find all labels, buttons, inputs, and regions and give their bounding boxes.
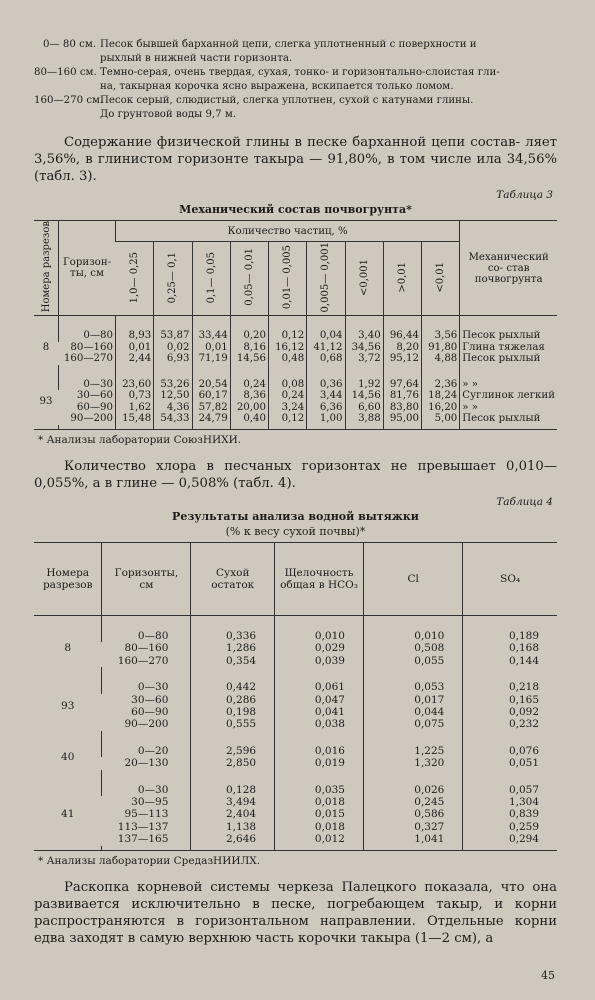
value-cell: 95—113 xyxy=(124,808,169,821)
value-cell: 0,198 xyxy=(191,706,275,718)
layer-text: Песок серый, слюдистый, слегка уплотнен, сухой с катунами глины. xyxy=(100,95,474,106)
table-4-title: Результаты анализа водной вытяжки xyxy=(172,509,419,523)
value-cell: 3,72 xyxy=(345,353,383,365)
value-cell: 0,075 xyxy=(363,718,462,730)
value-cell: 0,232 xyxy=(463,718,557,730)
table-row xyxy=(34,821,557,833)
table-row xyxy=(34,784,557,796)
horizon-cell: 0—80 xyxy=(59,330,116,342)
value-cell: 0,24 xyxy=(269,390,307,402)
value-cell: 2,646 xyxy=(191,833,275,845)
paragraph-1: Содержание физической глины в песке барханной цепи состав- ляет 3,56%, в глинистом горизонте такыра — 91,80%, в том числе ила 34,56% (табл. 3). xyxy=(34,135,557,184)
value-cell: 0—20 xyxy=(102,745,191,757)
table-row xyxy=(34,642,557,654)
value-cell: 95,00 xyxy=(383,413,421,425)
mech-cell: » » xyxy=(460,402,557,414)
fraction-header: 0,005— 0,001 xyxy=(307,242,345,316)
value-cell: 0,165 xyxy=(463,694,557,706)
value-cell: 0,168 xyxy=(463,642,557,654)
value-cell: 0,019 xyxy=(275,757,364,769)
horizon-cell: 60—90 xyxy=(76,401,113,413)
section-number: 93 xyxy=(61,699,75,712)
value-cell: 0,018 xyxy=(275,821,364,833)
table-row xyxy=(34,745,557,757)
value-cell: 14,56 xyxy=(230,353,268,365)
col-horizon-header: Горизон- ты, см xyxy=(59,221,116,316)
value-cell: 1,225 xyxy=(363,745,462,757)
table-4-label: Таблица 4 xyxy=(496,495,553,508)
table-row xyxy=(34,718,557,730)
horizon-cell: 80—160 xyxy=(70,341,113,353)
value-cell: 0,041 xyxy=(275,706,364,718)
value-cell: 16,20 xyxy=(422,402,460,414)
horizon-cell: 0—30 xyxy=(59,379,116,391)
value-cell: 20,54 xyxy=(192,379,230,391)
value-cell: 0—30 xyxy=(102,784,191,796)
column-header: Щелочность общая в HCO₃ xyxy=(275,542,364,615)
value-cell: 12,50 xyxy=(154,390,192,402)
value-cell: 0,01 xyxy=(192,342,230,354)
value-cell: 95,12 xyxy=(383,353,421,365)
value-cell: 1,304 xyxy=(463,796,557,808)
value-cell: 30—95 xyxy=(131,796,169,808)
table-row xyxy=(34,390,557,402)
value-cell: 0,294 xyxy=(463,833,557,845)
col-mech-header: Механический со- став почвогрунта xyxy=(460,221,557,316)
value-cell: 2,44 xyxy=(116,353,154,365)
value-cell: 2,596 xyxy=(191,745,275,757)
value-cell: 0,010 xyxy=(363,630,462,642)
horizon-cell: 30—60 xyxy=(76,390,113,402)
value-cell: 53,87 xyxy=(154,330,192,342)
value-cell: 71,19 xyxy=(192,353,230,365)
fraction-header: 0,05— 0,01 xyxy=(230,242,268,316)
value-cell: 0,08 xyxy=(269,379,307,391)
value-cell: 0,035 xyxy=(275,784,364,796)
value-cell: 8,93 xyxy=(116,330,154,342)
table-row xyxy=(34,413,557,425)
value-cell: 0,586 xyxy=(363,808,462,820)
value-cell: 1,320 xyxy=(363,757,462,769)
value-cell: 113—137 xyxy=(117,820,169,833)
column-header: Номера разрезов xyxy=(34,542,102,615)
paragraph-2: Количество хлора в песчаных горизонтах не превышает 0,010— 0,055%, а в глине — 0,508% (табл. 4). xyxy=(34,458,557,491)
value-cell: 90—200 xyxy=(124,718,169,731)
value-cell: 83,80 xyxy=(383,402,421,414)
mech-cell: Суглинок легкий xyxy=(460,390,557,402)
layer-text: Темно-серая, очень твердая, сухая, тонко- и горизонтально-слоистая гли- xyxy=(100,67,500,78)
value-cell: 0,02 xyxy=(154,342,192,354)
value-cell: 0,12 xyxy=(269,330,307,342)
soil-layer-row xyxy=(34,94,557,108)
table-3-title: Механический состав почвогрунта* xyxy=(179,203,412,216)
value-cell: 3,88 xyxy=(345,413,383,425)
value-cell: 16,12 xyxy=(269,342,307,354)
value-cell: 2,404 xyxy=(191,808,275,820)
value-cell: 33,44 xyxy=(192,330,230,342)
value-cell: 18,24 xyxy=(422,390,460,402)
value-cell: 0,508 xyxy=(363,642,462,654)
value-cell: 0,053 xyxy=(363,681,462,693)
section-number: 41 xyxy=(61,808,75,821)
value-cell: 1,041 xyxy=(363,833,462,845)
fraction-header: 0,25— 0,1 xyxy=(154,242,192,316)
table-3 xyxy=(34,220,557,430)
soil-layer-row xyxy=(34,66,557,80)
value-cell: 0,092 xyxy=(463,706,557,718)
value-cell: 0,354 xyxy=(191,655,275,667)
value-cell: 20—130 xyxy=(124,757,169,770)
value-cell: 0,245 xyxy=(363,796,462,808)
value-cell: 14,56 xyxy=(345,390,383,402)
section-number: 93 xyxy=(39,396,53,408)
value-cell: 97,64 xyxy=(383,379,421,391)
col-group-header: Количество частиц, % xyxy=(116,221,460,242)
value-cell: 0,36 xyxy=(307,379,345,391)
value-cell: 6,36 xyxy=(307,402,345,414)
column-header: Сухой остаток xyxy=(191,542,275,615)
table-row xyxy=(34,706,557,718)
column-header: SO₄ xyxy=(463,542,557,615)
value-cell: 0,48 xyxy=(269,353,307,365)
value-cell: 0,73 xyxy=(116,390,154,402)
value-cell: 6,93 xyxy=(154,353,192,365)
value-cell: 0,015 xyxy=(275,808,364,820)
layer-text-continued: на, такырная корочка ясно выражена, вскипается только ломом. xyxy=(100,81,454,92)
value-cell: 23,60 xyxy=(116,379,154,391)
value-cell: 24,79 xyxy=(192,413,230,425)
value-cell: 0,038 xyxy=(275,718,364,730)
value-cell: 0,029 xyxy=(275,642,364,654)
table-4 xyxy=(34,542,557,851)
value-cell: 1,62 xyxy=(116,402,154,414)
value-cell: 54,33 xyxy=(154,413,192,425)
soil-description xyxy=(34,38,557,122)
table-row xyxy=(34,681,557,693)
value-cell: 0,189 xyxy=(463,630,557,642)
layer-depth: 160—270 см. xyxy=(34,95,104,106)
table-row xyxy=(34,630,557,642)
value-cell: 4,36 xyxy=(154,402,192,414)
value-cell: 3,494 xyxy=(191,796,275,808)
layer-text: Песок бывшей барханной цепи, слегка уплотненный с поверхности и xyxy=(100,39,477,50)
value-cell: 0,218 xyxy=(463,681,557,693)
layer-depth: 80—160 см. xyxy=(34,67,97,78)
value-cell: 0,018 xyxy=(275,796,364,808)
value-cell: 0,01 xyxy=(116,342,154,354)
value-cell: 5,00 xyxy=(422,413,460,425)
value-cell: 0,039 xyxy=(275,655,364,667)
value-cell: 0,839 xyxy=(463,808,557,820)
value-cell: 0,010 xyxy=(275,630,364,642)
value-cell: 0,026 xyxy=(363,784,462,796)
value-cell: 60,17 xyxy=(192,390,230,402)
value-cell: 137—165 xyxy=(117,833,169,846)
table-4-subtitle: (% к весу сухой почвы)* xyxy=(225,524,366,538)
value-cell: 0,012 xyxy=(275,833,364,845)
paragraph-3: Раскопка корневой системы черкеза Палецкого показала, что она развивается исключительно в песке, погребающем такыр, и корни распространяются в горизонтальном направлении. Отдельные корни едва заходят в самую верхнюю часть корочки такыра (1—2 см), а xyxy=(34,879,557,946)
value-cell: 0,057 xyxy=(463,784,557,796)
value-cell: 0,20 xyxy=(230,330,268,342)
column-header: Горизонты, см xyxy=(102,542,191,615)
value-cell: 0,555 xyxy=(191,718,275,730)
layer-text-continued: рыхлый в нижней части горизонта. xyxy=(100,53,293,64)
value-cell: 0,047 xyxy=(275,694,364,706)
value-cell: 53,26 xyxy=(154,379,192,391)
column-header: Cl xyxy=(363,542,462,615)
value-cell: 34,56 xyxy=(345,342,383,354)
value-cell: 4,88 xyxy=(422,353,460,365)
value-cell: 0,016 xyxy=(275,745,364,757)
table-row xyxy=(34,833,557,845)
value-cell: 0,128 xyxy=(191,784,275,796)
table-4-footnote: * Анализы лаборатории СредазНИИЛХ. xyxy=(38,854,261,867)
value-cell: 0,259 xyxy=(463,821,557,833)
table-3-label: Таблица 3 xyxy=(496,189,553,201)
value-cell: 0,442 xyxy=(191,681,275,693)
value-cell: 1,138 xyxy=(191,821,275,833)
section-number: 8 xyxy=(42,341,50,353)
layer-text-continued: До грунтовой воды 9,7 м. xyxy=(100,109,237,120)
section-number: 40 xyxy=(61,750,75,763)
horizon-cell: 160—270 xyxy=(63,353,113,365)
table-row xyxy=(34,655,557,667)
fraction-header: 1,0— 0,25 xyxy=(116,242,154,316)
value-cell: 3,24 xyxy=(269,402,307,414)
value-cell: 91,80 xyxy=(422,342,460,354)
table-row xyxy=(34,694,557,706)
table-row xyxy=(34,402,557,414)
mech-cell: Песок рыхлый xyxy=(460,353,557,365)
table-row xyxy=(34,330,557,342)
mech-cell: » » xyxy=(460,379,557,391)
page-number: 45 xyxy=(541,969,555,982)
value-cell: 15,48 xyxy=(116,413,154,425)
fraction-header: <0,001 xyxy=(345,242,383,316)
value-cell: 8,20 xyxy=(383,342,421,354)
table-row xyxy=(34,342,557,354)
value-cell: 57,82 xyxy=(192,402,230,414)
value-cell: 8,36 xyxy=(230,390,268,402)
value-cell: 0,051 xyxy=(463,757,557,769)
value-cell: 2,850 xyxy=(191,757,275,769)
value-cell: 0,336 xyxy=(191,630,275,642)
soil-layer-row xyxy=(34,38,557,52)
value-cell: 0,40 xyxy=(230,413,268,425)
value-cell: 3,40 xyxy=(345,330,383,342)
mech-cell: Глина тяжелая xyxy=(460,342,557,354)
layer-depth: 0— 80 см. xyxy=(43,39,96,50)
table-3-footnote: * Анализы лаборатории СоюзНИХИ. xyxy=(38,433,242,446)
fraction-header: <0,01 xyxy=(422,242,460,316)
value-cell: 41,12 xyxy=(307,342,345,354)
value-cell: 0,68 xyxy=(307,353,345,365)
value-cell: 3,44 xyxy=(307,390,345,402)
value-cell: 160—270 xyxy=(117,654,169,667)
value-cell: 0,017 xyxy=(363,694,462,706)
value-cell: 80—160 xyxy=(124,642,169,655)
value-cell: 0—80 xyxy=(102,630,191,642)
value-cell: 0,044 xyxy=(363,706,462,718)
value-cell: 0,04 xyxy=(307,330,345,342)
table-row xyxy=(34,796,557,808)
value-cell: 0,286 xyxy=(191,694,275,706)
table-row xyxy=(34,757,557,769)
col-num-header: Номера разрезов xyxy=(34,221,59,316)
value-cell: 6,60 xyxy=(345,402,383,414)
fraction-header: 0,1— 0,05 xyxy=(192,242,230,316)
value-cell: 96,44 xyxy=(383,330,421,342)
value-cell: 2,36 xyxy=(422,379,460,391)
section-number: 8 xyxy=(64,642,72,655)
value-cell: 30—60 xyxy=(131,693,169,706)
value-cell: 81,76 xyxy=(383,390,421,402)
value-cell: 0,327 xyxy=(363,821,462,833)
horizon-cell: 90—200 xyxy=(70,413,113,425)
value-cell: 0,12 xyxy=(269,413,307,425)
value-cell: 20,00 xyxy=(230,402,268,414)
mech-cell: Песок рыхлый xyxy=(460,413,557,425)
value-cell: 1,286 xyxy=(191,642,275,654)
value-cell: 0,055 xyxy=(363,655,462,667)
mech-cell: Песок рыхлый xyxy=(460,330,557,342)
value-cell: 0,24 xyxy=(230,379,268,391)
value-cell: 1,00 xyxy=(307,413,345,425)
table-row xyxy=(34,808,557,820)
value-cell: 1,92 xyxy=(345,379,383,391)
value-cell: 3,56 xyxy=(422,330,460,342)
value-cell: 8,16 xyxy=(230,342,268,354)
value-cell: 0—30 xyxy=(102,681,191,693)
value-cell: 0,076 xyxy=(463,745,557,757)
value-cell: 60—90 xyxy=(131,705,169,718)
fraction-header: >0,01 xyxy=(383,242,421,316)
table-row xyxy=(34,353,557,365)
value-cell: 0,144 xyxy=(463,655,557,667)
table-row xyxy=(34,379,557,391)
fraction-header: 0,01— 0,005 xyxy=(269,242,307,316)
value-cell: 0,061 xyxy=(275,681,364,693)
